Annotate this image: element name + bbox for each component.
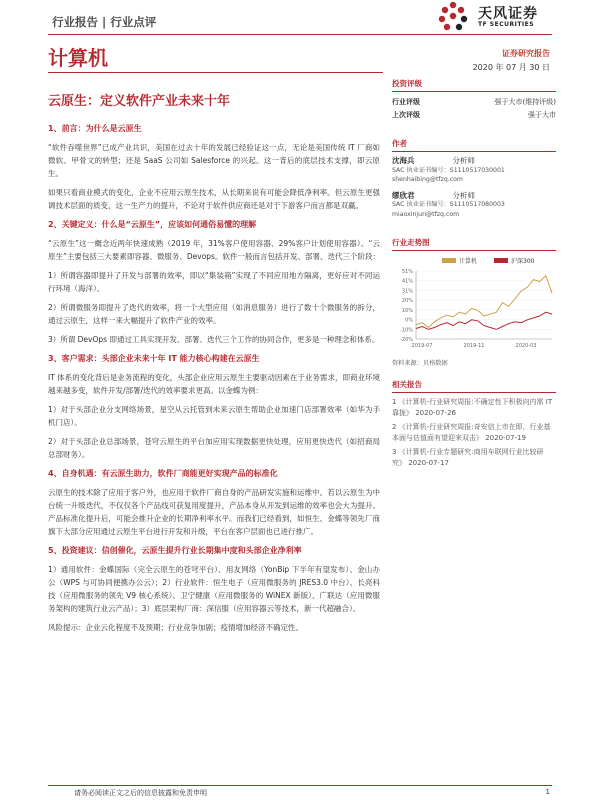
related-report-item[interactable]: 3 《计算机-行业专题研究:商用车联网行业比较研究》 2020-07-17 xyxy=(392,448,544,467)
report-title: 云原生：定义软件产业未来十年 xyxy=(48,94,231,109)
legend-label: 沪深300 xyxy=(511,258,535,265)
trend-chart-svg xyxy=(392,255,556,355)
logo-text-cn: 天风证券 xyxy=(478,6,538,22)
y-tick-label: 31% xyxy=(401,288,413,295)
section-4-title: 4、自身机遇：有云原生助力，软件厂商能更好实现产品的标准化 xyxy=(48,469,278,478)
report-category: 行业报告 | 行业点评 xyxy=(52,15,157,29)
author-name: 缪欣君 xyxy=(392,190,415,200)
section-2-para-2: 1）所谓容器即提升了开发与部署的效率，即以“集装箱”实现了不同应用地方隔离，更好应对不同运行环境（海洋）。 xyxy=(48,271,380,293)
section-2-para-3: 2）所谓微服务即提升了迭代的效率，将一个大型应用（如消息服务）进行了数十个微服务的拆分，通过云原生，这样一来大幅提升了软件产业的效率。 xyxy=(48,303,380,325)
related-heading: 相关报告 xyxy=(392,379,556,393)
section-3-para-1: IT 体系的变化背后是业务流程的变化，头部企业应用云原生主要驱动因素在于业务需求，即商业环境越来越多变，软件开发/部署/迭代的效率要求更高。以金蝶为例： xyxy=(48,373,380,395)
title-divider xyxy=(48,72,383,73)
y-tick-label: 41% xyxy=(401,278,413,285)
footer-divider xyxy=(48,785,552,786)
risk-warning: 风险提示：企业云化程度不及预期；行业竞争加剧；疫情增加经济不确定性。 xyxy=(48,623,303,632)
legend-swatch xyxy=(442,258,456,263)
main-body xyxy=(48,122,380,640)
author-email[interactable]: shenhaibing@tfzq.com xyxy=(392,176,463,183)
header-divider xyxy=(48,34,552,35)
page-number: 1 xyxy=(545,788,550,796)
section-2-para-1: “云原生”这一概念近两年快速成熟（2019 年，31%客户使用容器、29%客户计划使用容器）。“云原生”主要包括三大要素即容器、微服务、Devops。软件一般而言包括开发、部署、迭代三个阶段： xyxy=(48,239,380,261)
x-tick-label: 2020-03 xyxy=(515,343,537,349)
rating-row xyxy=(392,109,556,122)
rating-heading: 投资评级 xyxy=(392,78,556,92)
y-tick-label: 51% xyxy=(401,269,413,275)
author-card xyxy=(392,191,556,220)
chart-source: 资料来源：贝格数据 xyxy=(392,360,448,367)
section-2-title: 2、关键定义：什么是“云原生”，应该如何通俗易懂的理解 xyxy=(48,220,257,229)
section-1-title: 1、前言：为什么是云原生 xyxy=(48,124,142,133)
logo-text-en: TF SECURITIES xyxy=(478,21,535,28)
trend-heading: 行业走势图 xyxy=(392,237,556,251)
section-5-title: 5、投资建议：信创催化，云原生提升行业长期集中度和头部企业净利率 xyxy=(48,546,302,555)
tf-securities-logo xyxy=(436,0,556,34)
legend-label: 计算机 xyxy=(459,258,478,265)
x-tick-label: 2019-11 xyxy=(463,343,485,349)
rating-value: 强于大市(维持评级) xyxy=(494,98,556,106)
industry-name: 计算机 xyxy=(48,46,108,70)
y-tick-label: 20% xyxy=(401,298,413,305)
related-report-item[interactable]: 2 《计算机-行业研究周报:奇安信上市在即，行业基本面与估值面有望迎来双击》 2020-07-19 xyxy=(392,423,551,442)
x-tick-label: 2019-07 xyxy=(411,343,433,349)
author-name: 沈海兵 xyxy=(392,156,415,165)
logo-icon xyxy=(436,0,470,34)
related-report-item[interactable]: 1 《计算机-行业研究周报:不确定性下积极向内需 IT 靠拢》 2020-07-26 xyxy=(392,398,553,417)
authors-heading: 作者 xyxy=(392,138,556,152)
rating-row xyxy=(392,96,556,109)
author-card xyxy=(392,156,556,185)
y-tick-label: 0% xyxy=(405,317,413,324)
author-cert: SAC 执业证书编号：S1110517030001 xyxy=(392,166,505,174)
section-3-title: 3、客户需求：头部企业未来十年 IT 能力核心构建在云原生 xyxy=(48,354,260,363)
legend-swatch xyxy=(494,258,508,263)
disclaimer-text: 请务必阅读正文之后的信息披露和免责申明 xyxy=(74,789,207,797)
section-1-para-1: “软件吞噬世界”已成产业共识，美国在过去十年的发展已经验证这一点，无论是美国传统 IT 厂商如微软、甲骨文的转型；还是 SaaS 公司如 Salesforce 的兴起。这一背后的底层技术支撑，即云原生。 xyxy=(48,143,380,178)
section-4-para-1: 云原生的技术除了应用于客户外，也应用于软件厂商自身的产品研发实施和运维中。若以云原生为中台统一升级迭代，不仅仅各个产品线可获复用度提升，产品本身从开发到运维的效率也会大为提升。产品标准化提升后，可能会推升企业的长期净利率水平。而我们已经看到，如恒生、金蝶等领先厂商旗下大部分应用通过云原生平台进行开发和升级，平台在客户层面也已进行推广。 xyxy=(48,488,380,536)
rating-label: 上次评级 xyxy=(392,111,420,119)
report-type: 证券研究报告 xyxy=(502,49,550,58)
section-3-para-2: 1）对于头部企业分支网络场景，星空从云托管到未来云原生帮助企业加速门店部署效率（如华为手机门店）。 xyxy=(48,405,380,427)
y-tick-label: -10% xyxy=(400,327,413,334)
trend-chart xyxy=(392,255,556,355)
author-cert: SAC 执业证书编号：S1110517080003 xyxy=(392,201,505,208)
section-2-para-4: 3）所谓 DevOps 即通过工具实现开发、部署、迭代三个工作的协同合作，更多是一种理念和体系。 xyxy=(48,335,380,344)
y-tick-label: -20% xyxy=(400,337,413,343)
section-5-para-1: 1）通用软件：金蝶国际（完全云原生的苍穹平台）、用友网络（YonBip 下半年有望发布）、金山办公（WPS 与可协同便携办公云）；2）行业软件：恒生电子（应用微服务的 JRES3.0 中台）、长亮科技（应用微服务的领先 V9 核心系统）、卫宁健康（应用微服务的 WiNEX 新版）、广联达（应用微服务架构的建筑行业云产品）；3）底层架构厂商：深信服（应用容器云等技术，新一代超融合）。 xyxy=(48,565,380,613)
report-date: 2020 年 07 月 30 日 xyxy=(472,63,550,72)
section-3-para-3: 2）对于头部企业总部场景，苍穹云原生的平台加应用实现数据更快处理，应用更快迭代（如招商局总部财务）。 xyxy=(48,437,380,459)
rating-value: 强于大市 xyxy=(528,111,556,119)
author-email[interactable]: miaoxinjun@tfzq.com xyxy=(392,210,460,218)
y-tick-label: 10% xyxy=(401,307,413,314)
section-1-para-2: 如果只看商业模式的变化，企业不应用云原生技术，从长期来说有可能会降低净利率。但云原生更强调技术层面的质变，这一生产力的提升，不论对于软件供应商还是对于下游客户而言都是双赢。 xyxy=(48,188,380,210)
sidebar xyxy=(392,78,556,472)
author-role: 分析师 xyxy=(452,190,475,200)
rating-label: 行业评级 xyxy=(392,98,420,106)
author-role: 分析师 xyxy=(452,156,475,165)
